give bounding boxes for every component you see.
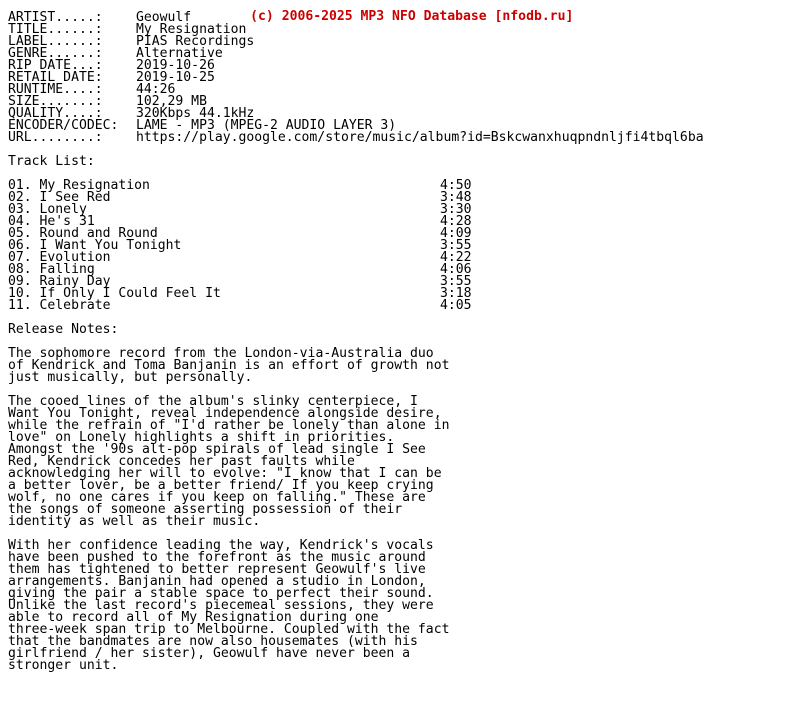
track-title: 06. I Want You Tonight [8,238,182,253]
release-notes-text: them has tightened to better represent Geowulf's live [8,562,426,577]
info-label: SIZE.......: [8,94,103,109]
info-label: RUNTIME....: [8,82,103,97]
release-notes-line [8,660,704,672]
track-time: 4:22 [440,250,472,265]
track-time: 4:09 [440,226,472,241]
track-time: 3:18 [440,286,472,301]
track-list-heading [8,156,704,168]
release-notes-text: of Kendrick and Toma Banjanin is an effort of growth not [8,358,450,373]
nfo-text-block [8,12,704,672]
release-notes-text: the songs of someone asserting possession of their [8,502,403,517]
blank-line [8,144,704,156]
release-notes-line [8,372,704,384]
track-time: 4:28 [440,214,472,229]
track-title: 05. Round and Round [8,226,158,241]
release-notes-text: have been pushed to the forefront as the music around [8,550,426,565]
track-row [8,252,704,264]
track-time: 4:06 [440,262,472,277]
info-label: QUALITY....: [8,106,103,121]
info-label: LABEL......: [8,34,103,49]
banner-text[interactable]: (c) 2006-2025 MP3 NFO Database [nfodb.ru] [250,9,574,24]
track-row [8,288,704,300]
track-row [8,264,704,276]
info-value: 320Kbps 44.1kHz [136,106,255,121]
url-value: https://play.google.com/store/music/album?id=Bskcwanxhuqpndnljfi4tbql6ba [136,130,704,145]
track-time: 3:55 [440,274,472,289]
track-row [8,300,704,312]
track-title: 04. He's 31 [8,214,95,229]
info-label: ARTIST.....: [8,10,103,25]
release-notes-text: that the bandmates are now also housemates (with his [8,634,418,649]
track-row [8,180,704,192]
info-label: RETAIL DATE: [8,70,103,85]
info-value: 2019-10-25 [136,70,215,85]
info-value: PIAS Recordings [136,34,255,49]
info-value: Alternative [136,46,223,61]
release-notes-text: identity as well as their music. [8,514,261,529]
release-notes-text: a better lover, be a better friend/ If you keep crying [8,478,434,493]
track-list-heading-text: Track List: [8,154,95,169]
info-row [8,24,704,36]
release-notes-text: The cooed lines of the album's slinky centerpiece, I [8,394,418,409]
track-time: 3:30 [440,202,472,217]
track-title: 08. Falling [8,262,95,277]
track-title: 01. My Resignation [8,178,150,193]
track-time: 4:50 [440,178,472,193]
track-title: 03. Lonely [8,202,87,217]
release-notes-line [8,516,704,528]
release-notes-text: able to record all of My Resignation during one [8,610,379,625]
info-row [8,60,704,72]
info-label: ENCODER/CODEC: [8,118,119,133]
release-notes-text: Want You Tonight, reveal independence alongside desire, [8,406,442,421]
release-notes-heading [8,324,704,336]
release-notes-text: giving the pair a stable space to perfect their sound. [8,586,434,601]
release-notes-text: Unlike the last record's piecemeal sessions, they were [8,598,434,613]
track-row [8,204,704,216]
track-time: 3:48 [440,190,472,205]
release-notes-text: With her confidence leading the way, Kendrick's vocals [8,538,434,553]
info-row [8,84,704,96]
release-notes-text: girlfriend / her sister), Geowulf have never been a [8,646,411,661]
info-value: My Resignation [136,22,247,37]
release-notes-text: stronger unit. [8,658,119,673]
info-label: TITLE......: [8,22,103,37]
info-row [8,96,704,108]
info-value: 2019-10-26 [136,58,215,73]
track-title: 07. Evolution [8,250,111,265]
release-notes-text: while the refrain of "I'd rather be lonely than alone in [8,418,450,433]
release-notes-text: just musically, but personally. [8,370,253,385]
release-notes-text: Red, Kendrick concedes her past faults while [8,454,355,469]
release-notes-text: The sophomore record from the London-via-Australia duo [8,346,434,361]
info-row [8,12,704,24]
track-title: 11. Celebrate [8,298,111,313]
info-row [8,72,704,84]
info-row [8,36,704,48]
info-value: 102,29 MB [136,94,207,109]
info-value: LAME - MP3 (MPEG-2 AUDIO LAYER 3) [136,118,397,133]
release-notes-text: wolf, no one cares if you keep on falling." These are [8,490,426,505]
release-notes-text: three-week span trip to Melbourne. Coupled with the fact [8,622,450,637]
info-value: Geowulf [136,10,192,25]
release-notes-heading-text: Release Notes: [8,322,119,337]
track-title: 10. If Only I Could Feel It [8,286,221,301]
track-title: 09. Rainy Day [8,274,111,289]
info-label: URL........: [8,130,103,145]
info-label: RIP DATE...: [8,58,103,73]
release-notes-text: acknowledging her will to evolve: "I know that I can be [8,466,442,481]
track-row [8,240,704,252]
release-notes-text: Amongst the '90s alt-pop spirals of lead single I See [8,442,426,457]
info-value: 44:26 [136,82,176,97]
track-time: 4:05 [440,298,472,313]
track-title: 02. I See Red [8,190,111,205]
info-row [8,132,704,144]
track-row [8,192,704,204]
release-notes-text: love" on Lonely highlights a shift in priorities. [8,430,395,445]
track-time: 3:55 [440,238,472,253]
info-row [8,48,704,60]
info-label: GENRE......: [8,46,103,61]
release-notes-text: arrangements. Banjanin had opened a studio in London, [8,574,426,589]
